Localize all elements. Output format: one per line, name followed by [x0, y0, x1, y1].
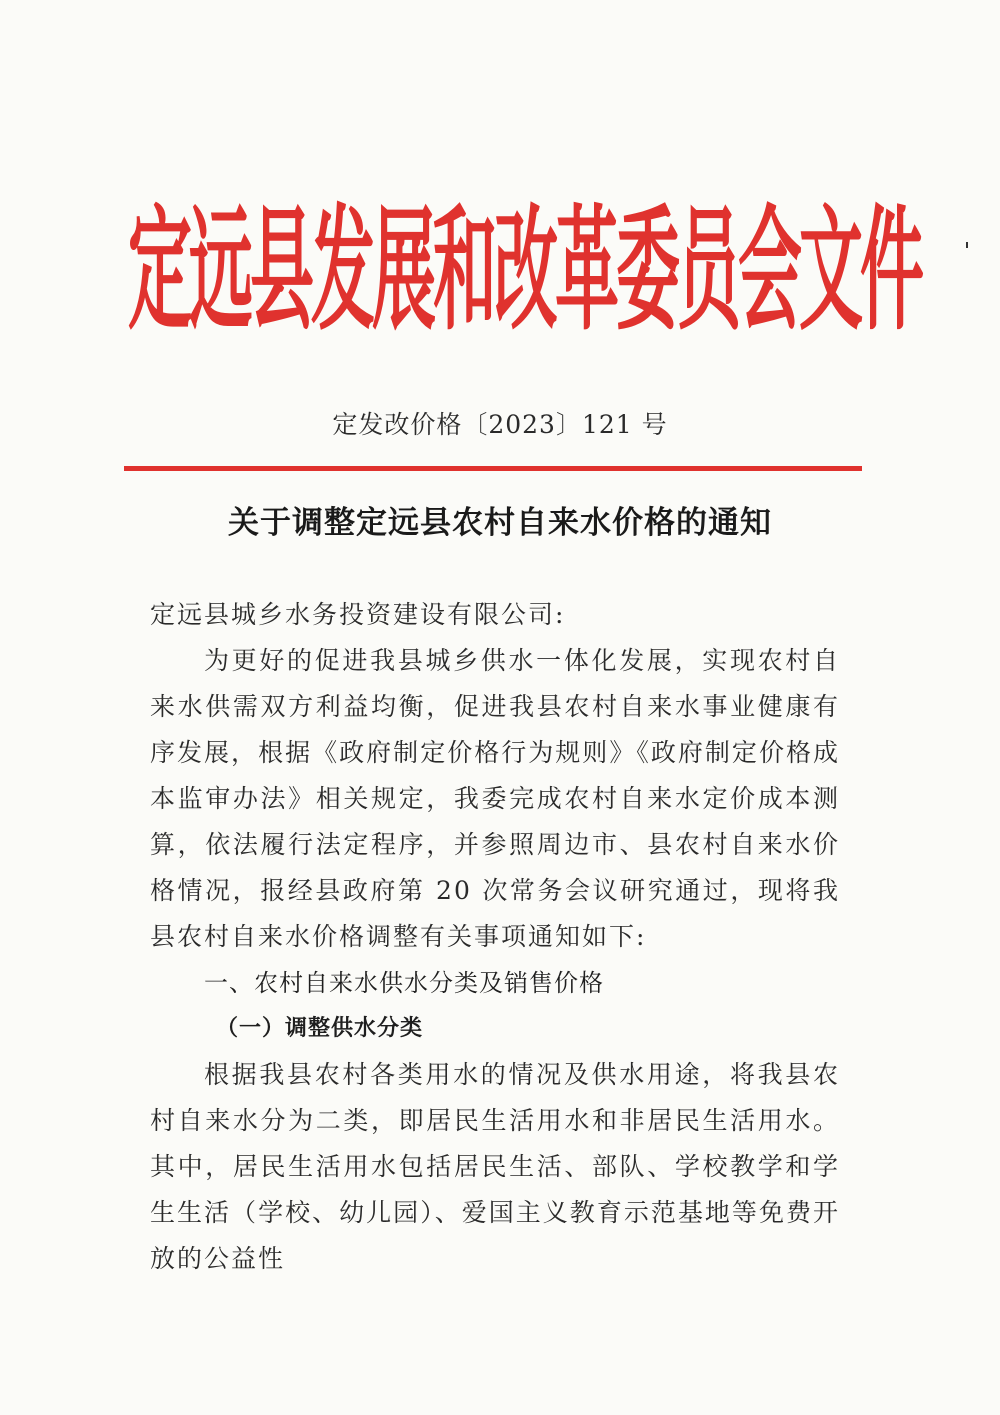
red-divider-line: [124, 466, 862, 471]
masthead-char: 文: [799, 194, 863, 351]
masthead-title: [128, 180, 924, 351]
masthead-char: 革: [555, 194, 619, 351]
subsection-1-heading: （一）调整供水分类: [216, 1016, 424, 1041]
document-title: 关于调整定远县农村自来水价格的通知: [228, 505, 772, 541]
masthead-char: 会: [738, 194, 802, 351]
masthead-char: 件: [860, 194, 924, 351]
masthead-char: 员: [677, 194, 741, 351]
document-number: 定发改价格〔2023〕121 号: [332, 410, 668, 439]
subsection-1-paragraph: 根据我县农村各类用水的情况及供水用途，将我县农村自来水分为二类，即居民生活用水和非居民生活用水。其中，居民生活用水包括居民生活、部队、学校教学和学生生活（学校、幼儿园）、爱国主义教育示范基地等免费开放的公益性: [150, 1060, 840, 1273]
masthead-char: 展: [372, 194, 436, 351]
masthead-char: 和: [433, 194, 497, 351]
masthead-char: 发: [311, 194, 375, 351]
masthead-char: 县: [250, 194, 314, 351]
section-1-heading: 一、农村自来水供水分类及销售价格: [204, 969, 604, 997]
intro-paragraph: 为更好的促进我县城乡供水一体化发展，实现农村自来水供需双方利益均衡，促进我县农村自来水事业健康有序发展，根据《政府制定价格行为规则》《政府制定价格成本监审办法》相关规定，我委完成农村自来水定价成本测算，依法履行法定程序，并参照周边市、县农村自来水价格情况，报经县政府第 20 次常务会议研究通过，现将我县农村自来水价格调整有关事项通知如下:: [150, 646, 840, 951]
masthead-char: 定: [128, 194, 192, 351]
scan-artifact: [966, 242, 968, 248]
masthead-char: 改: [494, 194, 558, 351]
masthead-char: 委: [616, 194, 680, 351]
addressee: 定远县城乡水务投资建设有限公司:: [150, 600, 566, 629]
document-body: [150, 592, 840, 1282]
masthead-char: 远: [189, 194, 253, 351]
